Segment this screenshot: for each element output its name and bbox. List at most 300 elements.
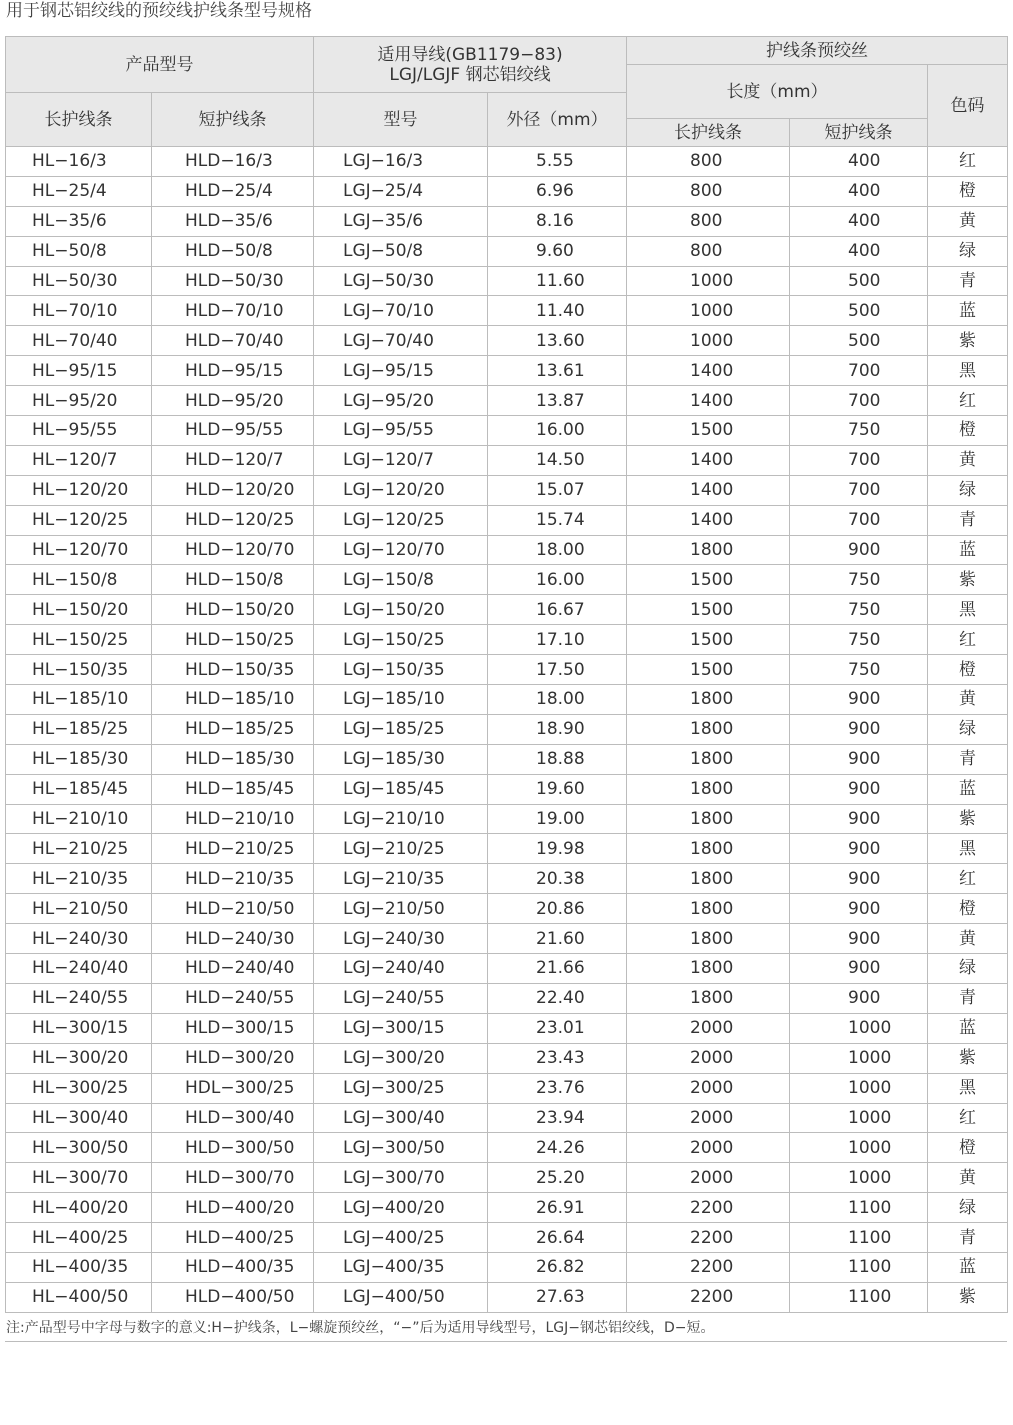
short-length-cell: 1100: [790, 1252, 928, 1282]
conductor-model-cell: LGJ−25/4: [314, 176, 488, 206]
long-armor-model-cell: HL−240/30: [6, 924, 152, 954]
long-armor-model-cell: HL−210/50: [6, 894, 152, 924]
color-code-cell: 青: [928, 266, 1008, 296]
table-row: [6, 206, 1008, 236]
long-length-cell: 2200: [627, 1223, 790, 1253]
outer-diameter-cell: 11.40: [488, 296, 627, 326]
conductor-model-cell: LGJ−95/20: [314, 386, 488, 416]
long-length-cell: 1400: [627, 475, 790, 505]
header-outer-diameter: 外径（mm）: [488, 93, 627, 147]
conductor-model-cell: LGJ−185/10: [314, 685, 488, 715]
short-armor-model-cell: HLD−210/35: [152, 864, 314, 894]
short-length-cell: 700: [790, 386, 928, 416]
outer-diameter-cell: 26.64: [488, 1223, 627, 1253]
short-length-cell: 1000: [790, 1103, 928, 1133]
short-armor-model-cell: HLD−35/6: [152, 206, 314, 236]
conductor-model-cell: LGJ−120/70: [314, 535, 488, 565]
spec-table: [5, 36, 1008, 1313]
short-length-cell: 1000: [790, 1163, 928, 1193]
short-armor-model-cell: HLD−150/20: [152, 595, 314, 625]
long-length-cell: 1400: [627, 386, 790, 416]
color-code-cell: 紫: [928, 804, 1008, 834]
outer-diameter-cell: 15.74: [488, 505, 627, 535]
conductor-model-cell: LGJ−185/30: [314, 744, 488, 774]
table-row: [6, 565, 1008, 595]
table-row: [6, 386, 1008, 416]
long-length-cell: 2000: [627, 1073, 790, 1103]
short-armor-model-cell: HLD−70/40: [152, 326, 314, 356]
long-armor-model-cell: HL−240/55: [6, 983, 152, 1013]
short-length-cell: 400: [790, 206, 928, 236]
short-armor-model-cell: HLD−240/30: [152, 924, 314, 954]
short-armor-model-cell: HLD−185/25: [152, 714, 314, 744]
long-armor-model-cell: HL−120/7: [6, 445, 152, 475]
short-armor-model-cell: HLD−400/25: [152, 1223, 314, 1253]
color-code-cell: 黑: [928, 1073, 1008, 1103]
long-length-cell: 1400: [627, 445, 790, 475]
outer-diameter-cell: 24.26: [488, 1133, 627, 1163]
outer-diameter-cell: 5.55: [488, 147, 627, 177]
conductor-model-cell: LGJ−150/8: [314, 565, 488, 595]
header-long-length: 长护线条: [627, 119, 790, 147]
outer-diameter-cell: 26.91: [488, 1193, 627, 1223]
short-length-cell: 750: [790, 655, 928, 685]
short-length-cell: 900: [790, 535, 928, 565]
color-code-cell: 黄: [928, 1163, 1008, 1193]
conductor-model-cell: LGJ−400/50: [314, 1282, 488, 1312]
conductor-model-cell: LGJ−50/8: [314, 236, 488, 266]
table-row: [6, 445, 1008, 475]
short-armor-model-cell: HLD−240/55: [152, 983, 314, 1013]
table-row: [6, 505, 1008, 535]
long-length-cell: 1400: [627, 505, 790, 535]
color-code-cell: 红: [928, 386, 1008, 416]
color-code-cell: 橙: [928, 894, 1008, 924]
outer-diameter-cell: 19.60: [488, 774, 627, 804]
table-row: [6, 804, 1008, 834]
long-armor-model-cell: HL−120/70: [6, 535, 152, 565]
header-conductor-line2: LGJ/LGJF 钢芯铝绞线: [389, 64, 551, 85]
short-length-cell: 900: [790, 864, 928, 894]
short-length-cell: 900: [790, 954, 928, 984]
table-row: [6, 1073, 1008, 1103]
table-row: [6, 864, 1008, 894]
outer-diameter-cell: 26.82: [488, 1252, 627, 1282]
color-code-cell: 绿: [928, 1193, 1008, 1223]
outer-diameter-cell: 17.10: [488, 625, 627, 655]
long-armor-model-cell: HL−70/40: [6, 326, 152, 356]
long-length-cell: 1800: [627, 535, 790, 565]
color-code-cell: 黄: [928, 924, 1008, 954]
conductor-model-cell: LGJ−210/35: [314, 864, 488, 894]
short-length-cell: 900: [790, 744, 928, 774]
table-row: [6, 1133, 1008, 1163]
long-armor-model-cell: HL−210/10: [6, 804, 152, 834]
short-armor-model-cell: HLD−50/30: [152, 266, 314, 296]
outer-diameter-cell: 23.76: [488, 1073, 627, 1103]
outer-diameter-cell: 23.43: [488, 1043, 627, 1073]
conductor-model-cell: LGJ−95/15: [314, 356, 488, 386]
long-length-cell: 800: [627, 206, 790, 236]
table-row: [6, 774, 1008, 804]
outer-diameter-cell: 18.00: [488, 535, 627, 565]
short-armor-model-cell: HLD−300/15: [152, 1013, 314, 1043]
short-armor-model-cell: HLD−210/10: [152, 804, 314, 834]
long-length-cell: 2200: [627, 1282, 790, 1312]
color-code-cell: 蓝: [928, 296, 1008, 326]
short-length-cell: 700: [790, 505, 928, 535]
outer-diameter-cell: 13.61: [488, 356, 627, 386]
short-length-cell: 900: [790, 774, 928, 804]
outer-diameter-cell: 9.60: [488, 236, 627, 266]
short-length-cell: 900: [790, 804, 928, 834]
short-length-cell: 1100: [790, 1193, 928, 1223]
short-length-cell: 900: [790, 714, 928, 744]
short-length-cell: 400: [790, 176, 928, 206]
color-code-cell: 红: [928, 625, 1008, 655]
table-row: [6, 1193, 1008, 1223]
table-row: [6, 475, 1008, 505]
table-row: [6, 924, 1008, 954]
table-row: [6, 685, 1008, 715]
long-length-cell: 1000: [627, 296, 790, 326]
long-armor-model-cell: HL−120/20: [6, 475, 152, 505]
table-row: [6, 1103, 1008, 1133]
short-length-cell: 1000: [790, 1043, 928, 1073]
short-length-cell: 900: [790, 983, 928, 1013]
color-code-cell: 黑: [928, 834, 1008, 864]
long-length-cell: 800: [627, 176, 790, 206]
long-length-cell: 800: [627, 147, 790, 177]
conductor-model-cell: LGJ−16/3: [314, 147, 488, 177]
conductor-model-cell: LGJ−400/20: [314, 1193, 488, 1223]
header-model: 型号: [314, 93, 488, 147]
long-length-cell: 1800: [627, 894, 790, 924]
note-divider: [5, 1341, 1007, 1342]
long-length-cell: 1800: [627, 954, 790, 984]
outer-diameter-cell: 16.00: [488, 565, 627, 595]
short-length-cell: 900: [790, 685, 928, 715]
conductor-model-cell: LGJ−120/25: [314, 505, 488, 535]
conductor-model-cell: LGJ−300/15: [314, 1013, 488, 1043]
outer-diameter-cell: 11.60: [488, 266, 627, 296]
long-armor-model-cell: HL−185/10: [6, 685, 152, 715]
short-length-cell: 1000: [790, 1013, 928, 1043]
long-length-cell: 1500: [627, 625, 790, 655]
table-body: [6, 147, 1008, 1313]
header-conductor: [314, 37, 627, 93]
short-armor-model-cell: HLD−185/30: [152, 744, 314, 774]
short-armor-model-cell: HLD−50/8: [152, 236, 314, 266]
long-length-cell: 1800: [627, 924, 790, 954]
long-length-cell: 1500: [627, 595, 790, 625]
short-length-cell: 1100: [790, 1223, 928, 1253]
long-length-cell: 1800: [627, 804, 790, 834]
long-armor-model-cell: HL−50/8: [6, 236, 152, 266]
table-row: [6, 894, 1008, 924]
outer-diameter-cell: 18.00: [488, 685, 627, 715]
long-armor-model-cell: HL−16/3: [6, 147, 152, 177]
long-armor-model-cell: HL−300/15: [6, 1013, 152, 1043]
header-length: 长度（mm）: [627, 65, 928, 119]
long-armor-model-cell: HL−300/70: [6, 1163, 152, 1193]
short-length-cell: 400: [790, 236, 928, 266]
color-code-cell: 蓝: [928, 1013, 1008, 1043]
color-code-cell: 红: [928, 864, 1008, 894]
color-code-cell: 紫: [928, 326, 1008, 356]
short-armor-model-cell: HLD−300/20: [152, 1043, 314, 1073]
short-length-cell: 500: [790, 326, 928, 356]
color-code-cell: 橙: [928, 1133, 1008, 1163]
short-length-cell: 750: [790, 565, 928, 595]
color-code-cell: 紫: [928, 1043, 1008, 1073]
outer-diameter-cell: 25.20: [488, 1163, 627, 1193]
conductor-model-cell: LGJ−150/35: [314, 655, 488, 685]
conductor-model-cell: LGJ−95/55: [314, 416, 488, 446]
long-length-cell: 2000: [627, 1133, 790, 1163]
table-row: [6, 147, 1008, 177]
conductor-model-cell: LGJ−185/25: [314, 714, 488, 744]
outer-diameter-cell: 8.16: [488, 206, 627, 236]
table-row: [6, 655, 1008, 685]
color-code-cell: 黄: [928, 685, 1008, 715]
long-length-cell: 2000: [627, 1013, 790, 1043]
long-length-cell: 2000: [627, 1103, 790, 1133]
conductor-model-cell: LGJ−120/7: [314, 445, 488, 475]
short-armor-model-cell: HLD−70/10: [152, 296, 314, 326]
long-armor-model-cell: HL−150/25: [6, 625, 152, 655]
long-length-cell: 1000: [627, 266, 790, 296]
long-length-cell: 1000: [627, 326, 790, 356]
color-code-cell: 红: [928, 147, 1008, 177]
table-header: [6, 37, 1008, 147]
short-length-cell: 900: [790, 894, 928, 924]
table-row: [6, 834, 1008, 864]
short-armor-model-cell: HLD−300/70: [152, 1163, 314, 1193]
color-code-cell: 黑: [928, 595, 1008, 625]
long-length-cell: 1800: [627, 834, 790, 864]
table-row: [6, 1282, 1008, 1312]
footnote: 注:产品型号中字母与数字的意义:H−护线条，L−螺旋预绞丝，“−”后为适用导线型号，LGJ−钢芯铝绞线，D−短。: [6, 1320, 715, 1336]
short-armor-model-cell: HLD−25/4: [152, 176, 314, 206]
outer-diameter-cell: 21.66: [488, 954, 627, 984]
table-row: [6, 744, 1008, 774]
short-armor-model-cell: HLD−210/25: [152, 834, 314, 864]
table-row: [6, 595, 1008, 625]
short-armor-model-cell: HLD−400/20: [152, 1193, 314, 1223]
short-length-cell: 1100: [790, 1282, 928, 1312]
color-code-cell: 青: [928, 744, 1008, 774]
short-length-cell: 700: [790, 445, 928, 475]
short-armor-model-cell: HLD−185/45: [152, 774, 314, 804]
long-armor-model-cell: HL−300/25: [6, 1073, 152, 1103]
short-armor-model-cell: HLD−300/50: [152, 1133, 314, 1163]
outer-diameter-cell: 15.07: [488, 475, 627, 505]
long-armor-model-cell: HL−95/20: [6, 386, 152, 416]
short-length-cell: 700: [790, 475, 928, 505]
long-length-cell: 1800: [627, 774, 790, 804]
table-row: [6, 983, 1008, 1013]
outer-diameter-cell: 14.50: [488, 445, 627, 475]
long-armor-model-cell: HL−185/30: [6, 744, 152, 774]
long-armor-model-cell: HL−50/30: [6, 266, 152, 296]
long-length-cell: 1500: [627, 565, 790, 595]
table-row: [6, 954, 1008, 984]
outer-diameter-cell: 23.94: [488, 1103, 627, 1133]
long-armor-model-cell: HL−400/20: [6, 1193, 152, 1223]
short-length-cell: 1000: [790, 1133, 928, 1163]
short-armor-model-cell: HLD−95/15: [152, 356, 314, 386]
long-armor-model-cell: HL−300/50: [6, 1133, 152, 1163]
conductor-model-cell: LGJ−120/20: [314, 475, 488, 505]
table-row: [6, 625, 1008, 655]
long-length-cell: 1800: [627, 744, 790, 774]
long-armor-model-cell: HL−150/35: [6, 655, 152, 685]
outer-diameter-cell: 19.98: [488, 834, 627, 864]
table-row: [6, 1013, 1008, 1043]
header-armor-rods: 护线条预绞丝: [627, 37, 1008, 65]
outer-diameter-cell: 16.00: [488, 416, 627, 446]
conductor-model-cell: LGJ−150/20: [314, 595, 488, 625]
long-armor-model-cell: HL−35/6: [6, 206, 152, 236]
header-short-length: 短护线条: [790, 119, 928, 147]
short-length-cell: 750: [790, 625, 928, 655]
long-length-cell: 1500: [627, 416, 790, 446]
color-code-cell: 青: [928, 1223, 1008, 1253]
table-row: [6, 535, 1008, 565]
long-armor-model-cell: HL−300/40: [6, 1103, 152, 1133]
conductor-model-cell: LGJ−300/40: [314, 1103, 488, 1133]
conductor-model-cell: LGJ−400/25: [314, 1223, 488, 1253]
color-code-cell: 绿: [928, 475, 1008, 505]
outer-diameter-cell: 18.90: [488, 714, 627, 744]
long-length-cell: 1500: [627, 655, 790, 685]
long-length-cell: 2200: [627, 1252, 790, 1282]
conductor-model-cell: LGJ−210/50: [314, 894, 488, 924]
short-armor-model-cell: HLD−400/50: [152, 1282, 314, 1312]
long-armor-model-cell: HL−300/20: [6, 1043, 152, 1073]
outer-diameter-cell: 17.50: [488, 655, 627, 685]
color-code-cell: 青: [928, 983, 1008, 1013]
table-row: [6, 326, 1008, 356]
header-product-model: 产品型号: [6, 37, 314, 93]
table-row: [6, 1252, 1008, 1282]
long-armor-model-cell: HL−210/25: [6, 834, 152, 864]
long-armor-model-cell: HL−150/8: [6, 565, 152, 595]
conductor-model-cell: LGJ−240/55: [314, 983, 488, 1013]
short-armor-model-cell: HLD−185/10: [152, 685, 314, 715]
conductor-model-cell: LGJ−210/25: [314, 834, 488, 864]
short-length-cell: 400: [790, 147, 928, 177]
table-row: [6, 714, 1008, 744]
short-armor-model-cell: HLD−400/35: [152, 1252, 314, 1282]
short-length-cell: 1000: [790, 1073, 928, 1103]
long-length-cell: 800: [627, 236, 790, 266]
outer-diameter-cell: 6.96: [488, 176, 627, 206]
table-row: [6, 236, 1008, 266]
outer-diameter-cell: 13.87: [488, 386, 627, 416]
table-row: [6, 296, 1008, 326]
long-length-cell: 2000: [627, 1163, 790, 1193]
header-long-armor: 长护线条: [6, 93, 152, 147]
short-length-cell: 750: [790, 416, 928, 446]
short-length-cell: 750: [790, 595, 928, 625]
conductor-model-cell: LGJ−210/10: [314, 804, 488, 834]
short-armor-model-cell: HLD−120/25: [152, 505, 314, 535]
color-code-cell: 黄: [928, 445, 1008, 475]
long-armor-model-cell: HL−25/4: [6, 176, 152, 206]
short-length-cell: 900: [790, 834, 928, 864]
long-armor-model-cell: HL−185/25: [6, 714, 152, 744]
color-code-cell: 蓝: [928, 535, 1008, 565]
long-length-cell: 2000: [627, 1043, 790, 1073]
short-armor-model-cell: HLD−300/40: [152, 1103, 314, 1133]
outer-diameter-cell: 18.88: [488, 744, 627, 774]
conductor-model-cell: LGJ−150/25: [314, 625, 488, 655]
table-row: [6, 1223, 1008, 1253]
conductor-model-cell: LGJ−35/6: [314, 206, 488, 236]
color-code-cell: 绿: [928, 236, 1008, 266]
color-code-cell: 绿: [928, 714, 1008, 744]
short-armor-model-cell: HLD−150/25: [152, 625, 314, 655]
header-color-code: 色码: [928, 65, 1008, 147]
long-armor-model-cell: HL−185/45: [6, 774, 152, 804]
conductor-model-cell: LGJ−70/10: [314, 296, 488, 326]
short-length-cell: 900: [790, 924, 928, 954]
table-row: [6, 176, 1008, 206]
color-code-cell: 橙: [928, 655, 1008, 685]
color-code-cell: 紫: [928, 565, 1008, 595]
conductor-model-cell: LGJ−400/35: [314, 1252, 488, 1282]
conductor-model-cell: LGJ−50/30: [314, 266, 488, 296]
conductor-model-cell: LGJ−300/25: [314, 1073, 488, 1103]
color-code-cell: 紫: [928, 1282, 1008, 1312]
short-armor-model-cell: HLD−210/50: [152, 894, 314, 924]
long-armor-model-cell: HL−120/25: [6, 505, 152, 535]
header-conductor-line1: 适用导线(GB1179−83): [377, 44, 563, 65]
short-armor-model-cell: HLD−150/8: [152, 565, 314, 595]
short-length-cell: 700: [790, 356, 928, 386]
color-code-cell: 青: [928, 505, 1008, 535]
short-armor-model-cell: HLD−120/7: [152, 445, 314, 475]
outer-diameter-cell: 23.01: [488, 1013, 627, 1043]
short-armor-model-cell: HLD−95/20: [152, 386, 314, 416]
long-armor-model-cell: HL−70/10: [6, 296, 152, 326]
page-title: 用于钢芯铝绞线的预绞线护线条型号规格: [6, 1, 312, 21]
long-armor-model-cell: HL−400/25: [6, 1223, 152, 1253]
long-armor-model-cell: HL−400/50: [6, 1282, 152, 1312]
long-armor-model-cell: HL−95/55: [6, 416, 152, 446]
long-armor-model-cell: HL−95/15: [6, 356, 152, 386]
short-armor-model-cell: HLD−120/70: [152, 535, 314, 565]
short-armor-model-cell: HLD−16/3: [152, 147, 314, 177]
long-armor-model-cell: HL−210/35: [6, 864, 152, 894]
outer-diameter-cell: 22.40: [488, 983, 627, 1013]
short-armor-model-cell: HLD−150/35: [152, 655, 314, 685]
conductor-model-cell: LGJ−185/45: [314, 774, 488, 804]
color-code-cell: 红: [928, 1103, 1008, 1133]
conductor-model-cell: LGJ−240/40: [314, 954, 488, 984]
table-row: [6, 1043, 1008, 1073]
color-code-cell: 蓝: [928, 774, 1008, 804]
long-length-cell: 2200: [627, 1193, 790, 1223]
short-length-cell: 500: [790, 266, 928, 296]
outer-diameter-cell: 27.63: [488, 1282, 627, 1312]
conductor-model-cell: LGJ−300/70: [314, 1163, 488, 1193]
outer-diameter-cell: 19.00: [488, 804, 627, 834]
outer-diameter-cell: 21.60: [488, 924, 627, 954]
short-armor-model-cell: HLD−120/20: [152, 475, 314, 505]
